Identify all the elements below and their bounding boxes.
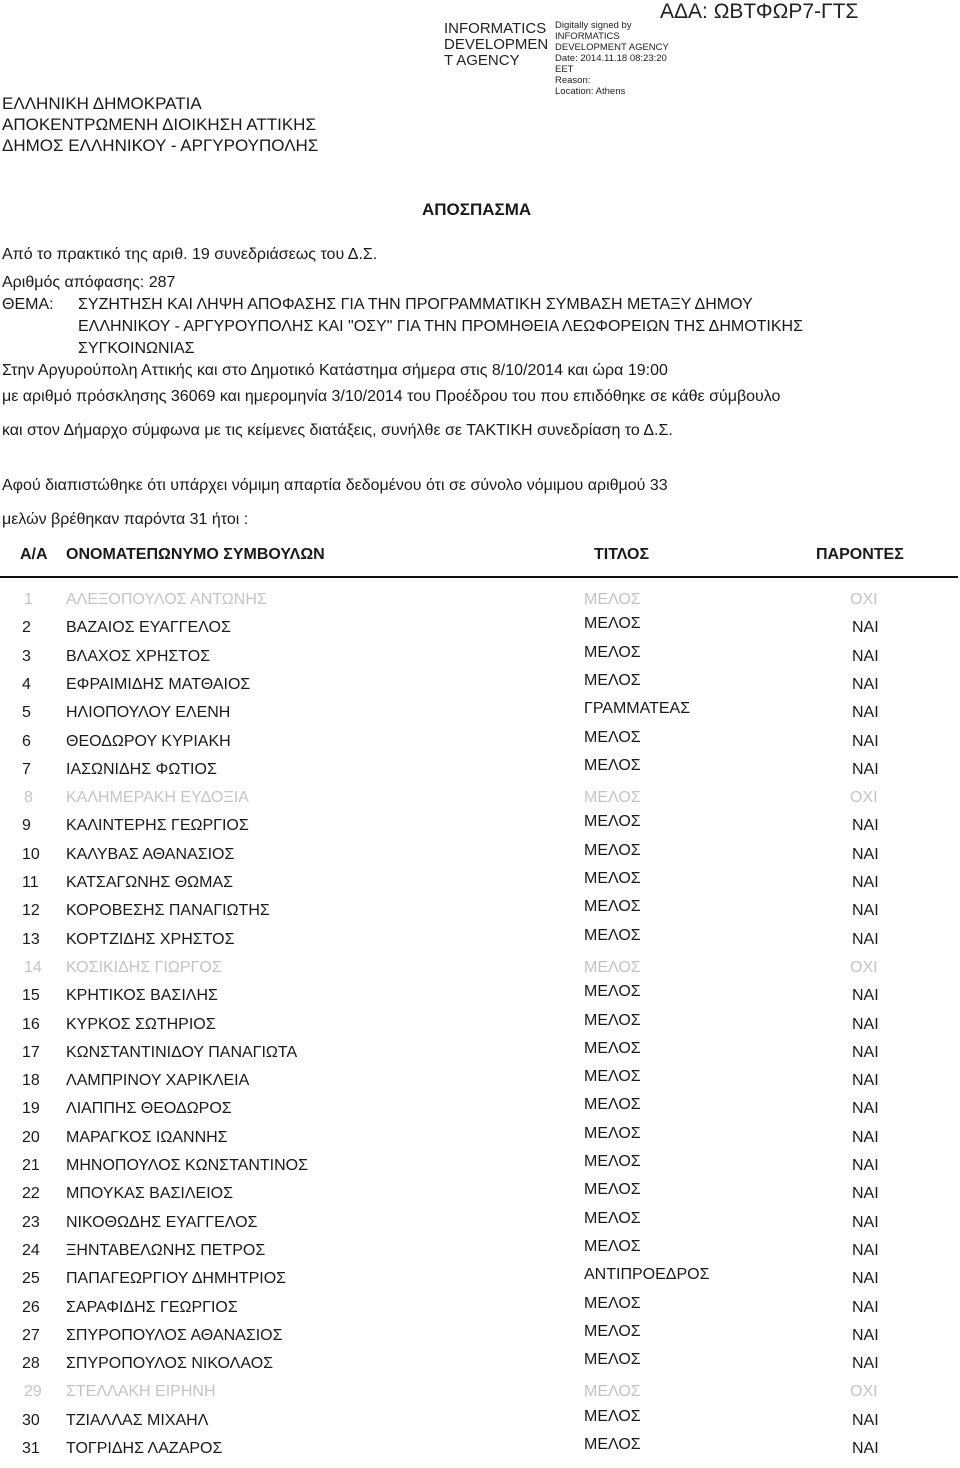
table-row (0, 644, 958, 676)
cell-num: 20 (22, 1129, 40, 1146)
issuer-line: ΑΠΟΚΕΝΤΡΩΜΕΝΗ ΔΙΟΙΚΗΣΗ ΑΤΤΙΚΗΣ (2, 115, 316, 134)
table-row (0, 898, 958, 930)
cell-name: ΣΤΕΛΛΑΚΗ ΕΙΡΗΝΗ (66, 1383, 216, 1400)
cell-present: ΝΑΙ (852, 648, 879, 665)
table-row (0, 959, 958, 987)
cell-name: ΚΟΣΙΚΙΔΗΣ ΓΙΩΡΓΟΣ (66, 959, 222, 976)
signature-signer (444, 21, 548, 69)
cell-present: ΝΑΙ (852, 733, 879, 750)
cell-num: 4 (22, 676, 31, 693)
table-row (0, 757, 958, 789)
quorum-line: Αφού διαπιστώθηκε ότι υπάρχει νόμιμη απαρτία δεδομένου ότι σε σύνολο νόμιμου αριθμού 33 (2, 477, 668, 494)
table-row (0, 615, 958, 647)
cell-present: ΝΑΙ (852, 846, 879, 863)
cell-present: ΝΑΙ (852, 1157, 879, 1174)
issuer-block (2, 93, 318, 156)
cell-name: ΠΑΠΑΓΕΩΡΓΙΟΥ ΔΗΜΗΤΡΙΟΣ (66, 1270, 287, 1287)
cell-present: ΝΑΙ (852, 676, 879, 693)
cell-title: ΜΕΛΟΣ (584, 1351, 641, 1368)
cell-present: ΟΧΙ (850, 1383, 878, 1400)
cell-num: 17 (22, 1044, 40, 1061)
cell-title: ΜΕΛΟΣ (584, 898, 641, 915)
cell-num: 18 (22, 1072, 40, 1089)
cell-present: ΝΑΙ (852, 1044, 879, 1061)
signature-detail-line: Digitally signed by (555, 20, 632, 31)
cell-num: 26 (22, 1299, 40, 1316)
table-row (0, 927, 958, 959)
cell-num: 11 (22, 874, 39, 891)
cell-present: ΝΑΙ (852, 1327, 879, 1344)
table-row (0, 1295, 958, 1327)
cell-present: ΝΑΙ (852, 902, 879, 919)
column-header-present: ΠΑΡΟΝΤΕΣ (816, 546, 904, 563)
document-title: ΑΠΟΣΠΑΣΜΑ (422, 200, 532, 219)
column-header-title: ΤΙΤΛΟΣ (594, 546, 650, 563)
cell-num: 16 (22, 1016, 40, 1033)
signer-line: INFORMATICS (444, 20, 547, 37)
subject-label: ΘΕΜΑ: (2, 296, 54, 313)
table-row (0, 1408, 958, 1440)
cell-name: ΚΑΛΥΒΑΣ ΑΘΑΝΑΣΙΟΣ (66, 846, 235, 863)
cell-num: 5 (22, 704, 31, 721)
meeting-line: και στον Δήμαρχο σύμφωνα με τις κείμενες διατάξεις, συνήλθε σε ΤΑΚΤΙΚΗ συνεδρίαση το Δ.Σ. (2, 422, 673, 439)
cell-present: ΝΑΙ (852, 1100, 879, 1117)
cell-title: ΜΕΛΟΣ (584, 927, 641, 944)
column-header-name: ΟΝΟΜΑΤΕΠΩΝΥΜΟ ΣΥΜΒΟΥΛΩΝ (66, 546, 325, 563)
cell-title: ΜΕΛΟΣ (584, 591, 641, 608)
cell-num: 21 (22, 1157, 40, 1174)
table-row (0, 1125, 958, 1157)
cell-name: ΝΙΚΟΘΩΔΗΣ ΕΥΑΓΓΕΛΟΣ (66, 1214, 258, 1231)
table-row (0, 842, 958, 874)
cell-num: 1 (24, 591, 33, 608)
cell-present: ΝΑΙ (852, 1299, 879, 1316)
cell-present: ΝΑΙ (852, 619, 879, 636)
signature-detail-line: INFORMATICS (555, 31, 620, 42)
table-row (0, 813, 958, 845)
table-row (0, 1210, 958, 1242)
cell-present: ΝΑΙ (852, 1185, 879, 1202)
cell-present: ΝΑΙ (852, 1440, 879, 1457)
cell-num: 22 (22, 1185, 40, 1202)
header-divider (0, 576, 958, 578)
cell-name: ΙΑΣΩΝΙΔΗΣ ΦΩΤΙΟΣ (66, 761, 217, 778)
cell-name: ΞΗΝΤΑΒΕΛΩΝΗΣ ΠΕΤΡΟΣ (66, 1242, 266, 1259)
table-row (0, 672, 958, 704)
cell-present: ΝΑΙ (852, 1270, 879, 1287)
cell-num: 13 (22, 931, 40, 948)
signature-detail-line: Reason: (555, 75, 591, 86)
cell-title: ΜΕΛΟΣ (584, 1323, 641, 1340)
table-row (0, 591, 958, 619)
quorum-line: μελών βρέθηκαν παρόντα 31 ήτοι : (2, 511, 249, 528)
cell-num: 31 (22, 1440, 40, 1457)
cell-title: ΜΕΛΟΣ (584, 1295, 641, 1312)
cell-num: 14 (24, 959, 42, 976)
cell-num: 28 (22, 1355, 40, 1372)
cell-title: ΜΕΛΟΣ (584, 1068, 641, 1085)
table-row (0, 870, 958, 902)
cell-present: ΝΑΙ (852, 817, 879, 834)
cell-title: ΜΕΛΟΣ (584, 1181, 641, 1198)
minutes-line: Από το πρακτικό της αριθ. 19 συνεδριάσεως του Δ.Σ. (2, 246, 378, 263)
issuer-line: ΔΗΜΟΣ ΕΛΛΗΝΙΚΟΥ - ΑΡΓΥΡΟΥΠΟΛΗΣ (2, 136, 319, 155)
table-row (0, 789, 958, 817)
cell-name: ΚΡΗΤΙΚΟΣ ΒΑΣΙΛΗΣ (66, 987, 218, 1004)
cell-title: ΜΕΛΟΣ (584, 1210, 641, 1227)
table-row (0, 1012, 958, 1044)
cell-title: ΜΕΛΟΣ (584, 729, 641, 746)
cell-present: ΝΑΙ (852, 1214, 879, 1231)
cell-num: 12 (22, 902, 40, 919)
cell-name: ΒΛΑΧΟΣ ΧΡΗΣΤΟΣ (66, 648, 211, 665)
cell-present: ΝΑΙ (852, 1242, 879, 1259)
issuer-line: ΕΛΛΗΝΙΚΗ ΔΗΜΟΚΡΑΤΙΑ (2, 94, 202, 113)
cell-name: ΛΑΜΠΡΙΝΟΥ ΧΑΡΙΚΛΕΙΑ (66, 1072, 250, 1089)
cell-title: ΜΕΛΟΣ (584, 1153, 641, 1170)
cell-present: ΝΑΙ (852, 704, 879, 721)
table-row (0, 983, 958, 1015)
cell-title: ΜΕΛΟΣ (584, 1408, 641, 1425)
cell-name: ΒΑΖΑΙΟΣ ΕΥΑΓΓΕΛΟΣ (66, 619, 231, 636)
cell-present: ΟΧΙ (850, 591, 878, 608)
table-row (0, 1238, 958, 1270)
cell-present: ΝΑΙ (852, 1129, 879, 1146)
cell-num: 9 (22, 817, 31, 834)
cell-name: ΚΟΡΤΖΙΔΗΣ ΧΡΗΣΤΟΣ (66, 931, 235, 948)
cell-title: ΜΕΛΟΣ (584, 1238, 641, 1255)
cell-title: ΓΡΑΜΜΑΤΕΑΣ (584, 700, 691, 717)
cell-present: ΝΑΙ (852, 874, 879, 891)
cell-present: ΝΑΙ (852, 1016, 879, 1033)
meeting-line: με αριθμό πρόσκλησης 36069 και ημερομηνία 3/10/2014 του Προέδρου του που επιδόθηκε σε κάθε σύμβουλο (2, 388, 781, 405)
cell-name: ΚΑΤΣΑΓΩΝΗΣ ΘΩΜΑΣ (66, 874, 234, 891)
cell-name: ΜΗΝΟΠΟΥΛΟΣ ΚΩΝΣΤΑΝΤΙΝΟΣ (66, 1157, 308, 1174)
signature-detail-line: DEVELOPMENT AGENCY (555, 42, 669, 53)
cell-name: ΚΑΛΗΜΕΡΑΚΗ ΕΥΔΟΞΙΑ (66, 789, 249, 806)
ada-code: ΑΔΑ: ΩΒΤΦΩΡ7-ΓΤΣ (660, 0, 859, 23)
cell-name: ΚΑΛΙΝΤΕΡΗΣ ΓΕΩΡΓΙΟΣ (66, 817, 249, 834)
cell-num: 8 (24, 789, 33, 806)
cell-title: ΜΕΛΟΣ (584, 1040, 641, 1057)
cell-title: ΜΕΛΟΣ (584, 1436, 641, 1453)
signer-line: DEVELOPMEN (444, 36, 549, 53)
column-header-num: Α/Α (20, 546, 48, 563)
cell-num: 3 (22, 648, 31, 665)
table-row (0, 700, 958, 732)
cell-name: ΚΩΝΣΤΑΝΤΙΝΙΔΟΥ ΠΑΝΑΓΙΩΤΑ (66, 1044, 298, 1061)
cell-title: ΜΕΛΟΣ (584, 842, 641, 859)
cell-num: 10 (22, 846, 40, 863)
signer-line: T AGENCY (444, 52, 520, 69)
cell-title: ΜΕΛΟΣ (584, 1383, 641, 1400)
cell-title: ΜΕΛΟΣ (584, 789, 641, 806)
cell-name: ΘΕΟΔΩΡΟΥ ΚΥΡΙΑΚΗ (66, 733, 231, 750)
cell-num: 23 (22, 1214, 40, 1231)
table-row (0, 1040, 958, 1072)
cell-title: ΜΕΛΟΣ (584, 672, 641, 689)
cell-present: ΝΑΙ (852, 987, 879, 1004)
cell-title: ΜΕΛΟΣ (584, 1096, 641, 1113)
cell-name: ΛΙΑΠΠΗΣ ΘΕΟΔΩΡΟΣ (66, 1100, 232, 1117)
cell-name: ΚΥΡΚΟΣ ΣΩΤΗΡΙΟΣ (66, 1016, 216, 1033)
cell-title: ΜΕΛΟΣ (584, 615, 641, 632)
signature-details (555, 20, 669, 97)
cell-title: ΜΕΛΟΣ (584, 1125, 641, 1142)
cell-num: 19 (22, 1100, 40, 1117)
cell-num: 27 (22, 1327, 40, 1344)
cell-num: 15 (22, 987, 40, 1004)
cell-name: ΑΛΕΞΟΠΟΥΛΟΣ ΑΝΤΩΝΗΣ (66, 591, 267, 608)
cell-present: ΝΑΙ (852, 1072, 879, 1089)
cell-name: ΣΑΡΑΦΙΔΗΣ ΓΕΩΡΓΙΟΣ (66, 1299, 238, 1316)
cell-name: ΤΟΓΡΙΔΗΣ ΛΑΖΑΡΟΣ (66, 1440, 223, 1457)
cell-present: ΟΧΙ (850, 789, 878, 806)
cell-present: ΝΑΙ (852, 1355, 879, 1372)
cell-name: ΣΠΥΡΟΠΟΥΛΟΣ ΑΘΑΝΑΣΙΟΣ (66, 1327, 283, 1344)
cell-present: ΝΑΙ (852, 931, 879, 948)
cell-num: 29 (24, 1383, 42, 1400)
table-row (0, 1181, 958, 1213)
signature-detail-line: EET (555, 64, 574, 75)
cell-title: ΜΕΛΟΣ (584, 757, 641, 774)
cell-num: 25 (22, 1270, 40, 1287)
subject-line: ΣΥΖΗΤΗΣΗ ΚΑΙ ΛΗΨΗ ΑΠΟΦΑΣΗΣ ΓΙΑ ΤΗΝ ΠΡΟΓΡΑΜΜΑΤΙΚΗ ΣΥΜΒΑΣΗ ΜΕΤΑΞΥ ΔΗΜΟΥ (78, 296, 753, 313)
cell-name: ΜΠΟΥΚΑΣ ΒΑΣΙΛΕΙΟΣ (66, 1185, 233, 1202)
table-row (0, 729, 958, 761)
cell-num: 6 (22, 733, 31, 750)
table-row (0, 1153, 958, 1185)
cell-name: ΚΟΡΟΒΕΣΗΣ ΠΑΝΑΓΙΩΤΗΣ (66, 902, 270, 919)
table-row (0, 1068, 958, 1100)
cell-title: ΜΕΛΟΣ (584, 813, 641, 830)
signature-detail-line: Date: 2014.11.18 08:23:20 (555, 53, 667, 64)
cell-name: ΕΦΡΑΙΜΙΔΗΣ ΜΑΤΘΑΙΟΣ (66, 676, 251, 693)
cell-title: ΑΝΤΙΠΡΟΕΔΡΟΣ (584, 1266, 710, 1283)
table-row (0, 1266, 958, 1298)
cell-title: ΜΕΛΟΣ (584, 1012, 641, 1029)
cell-title: ΜΕΛΟΣ (584, 983, 641, 1000)
subject-line: ΣΥΓΚΟΙΝΩΝΙΑΣ (78, 340, 195, 357)
meeting-line: Στην Αργυρούπολη Αττικής και στο Δημοτικό Κατάστημα σήμερα στις 8/10/2014 και ώρα 19:00 (2, 362, 668, 379)
table-row (0, 1383, 958, 1411)
cell-name: ΤΖΙΑΛΛΑΣ ΜΙΧΑΗΛ (66, 1412, 209, 1429)
table-row (0, 1096, 958, 1128)
cell-present: ΟΧΙ (850, 959, 878, 976)
table-row (0, 1436, 958, 1468)
subject-line: ΕΛΛΗΝΙΚΟΥ - ΑΡΓΥΡΟΥΠΟΛΗΣ ΚΑΙ "ΟΣΥ" ΓΙΑ ΤΗΝ ΠΡΟΜΗΘΕΙΑ ΛΕΩΦΟΡΕΙΩΝ ΤΗΣ ΔΗΜΟΤΙΚΗΣ (78, 318, 803, 335)
table-row (0, 1323, 958, 1355)
cell-name: ΜΑΡΑΓΚΟΣ ΙΩΑΝΝΗΣ (66, 1129, 228, 1146)
cell-present: ΝΑΙ (852, 1412, 879, 1429)
signature-detail-line: Location: Athens (555, 86, 626, 97)
decision-number: Αριθμός απόφασης: 287 (2, 274, 176, 291)
cell-num: 30 (22, 1412, 40, 1429)
cell-num: 2 (22, 619, 31, 636)
cell-num: 7 (22, 761, 31, 778)
cell-name: ΣΠΥΡΟΠΟΥΛΟΣ ΝΙΚΟΛΑΟΣ (66, 1355, 274, 1372)
cell-num: 24 (22, 1242, 40, 1259)
cell-title: ΜΕΛΟΣ (584, 644, 641, 661)
cell-present: ΝΑΙ (852, 761, 879, 778)
cell-title: ΜΕΛΟΣ (584, 959, 641, 976)
table-row (0, 1351, 958, 1383)
cell-title: ΜΕΛΟΣ (584, 870, 641, 887)
cell-name: ΗΛΙΟΠΟΥΛΟΥ ΕΛΕΝΗ (66, 704, 231, 721)
